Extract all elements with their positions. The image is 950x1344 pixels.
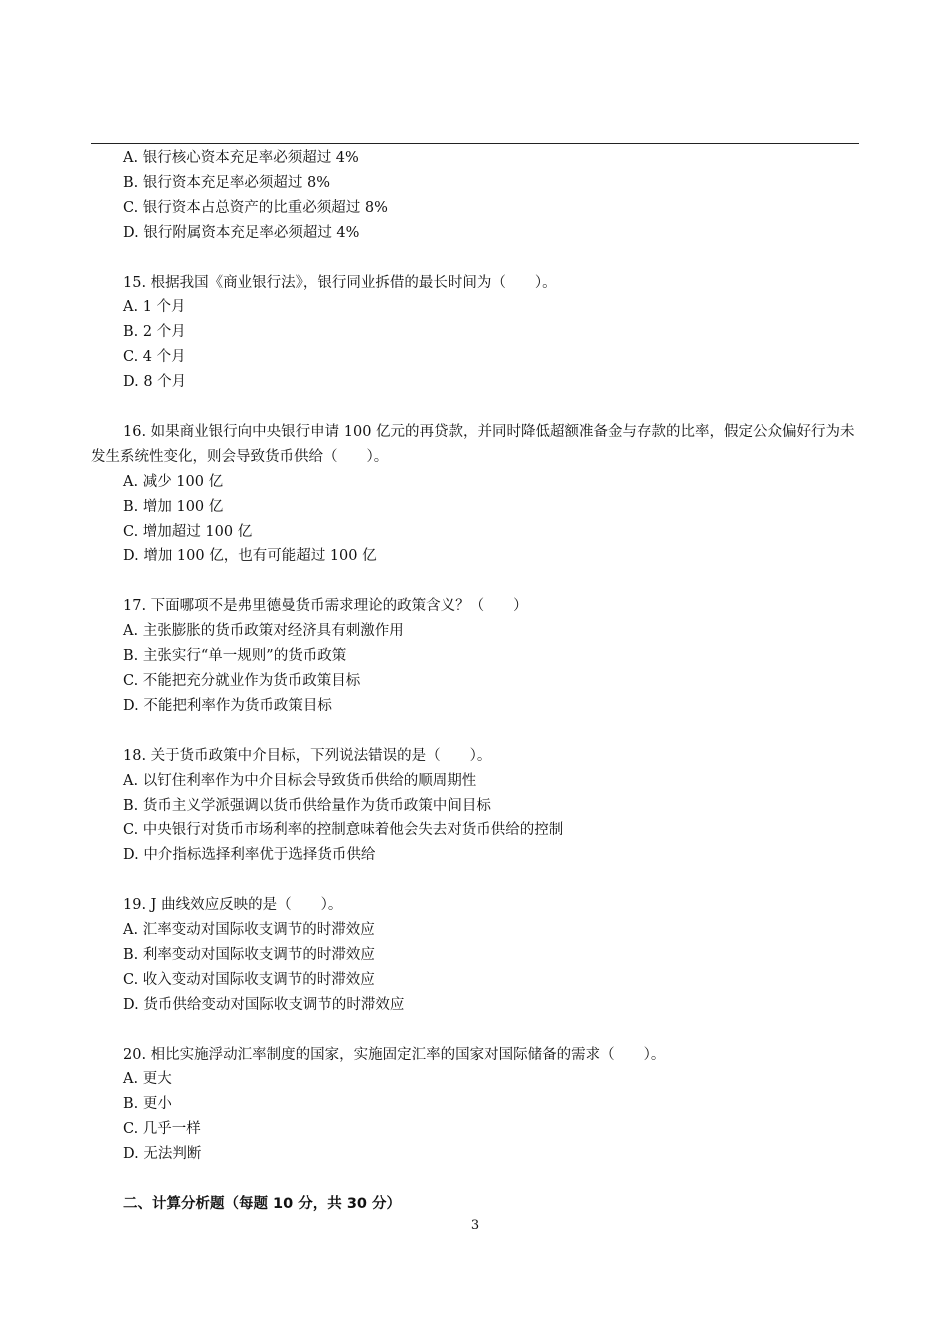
q20-option-a: A. 更大 — [123, 1071, 172, 1088]
q15-option-b: B. 2 个月 — [123, 324, 186, 341]
page-number: 3 — [470, 1218, 480, 1233]
q18-option-a: A. 以钉住利率作为中介目标会导致货币供给的顺周期性 — [123, 772, 477, 789]
q16-stem: 16. 如果商业银行向中央银行申请 100 亿元的再贷款，并同时降低超额准备金与存款的比率，假定公众偏好行为未发生系统性变化，则会导致货币供给（ ）。 — [91, 423, 855, 465]
question-17 — [91, 594, 859, 719]
q17-option-d: D. 不能把利率作为货币政策目标 — [123, 697, 332, 714]
q20-option-b: B. 更小 — [123, 1096, 172, 1113]
q18-option-d: D. 中介指标选择利率优于选择货币供给 — [123, 847, 376, 864]
q19-option-a: A. 汇率变动对国际收支调节的时滞效应 — [123, 922, 375, 939]
q19-option-b: B. 利率变动对国际收支调节的时滞效应 — [123, 946, 375, 963]
q18-stem: 18. 关于货币政策中介目标，下列说法错误的是（ ）。 — [123, 747, 492, 764]
q16-option-b: B. 增加 100 亿 — [123, 498, 224, 515]
q16-option-d: D. 增加 100 亿，也有可能超过 100 亿 — [123, 548, 377, 565]
q15-option-a: A. 1 个月 — [123, 299, 186, 316]
q16-option-a: A. 减少 100 亿 — [123, 473, 224, 490]
q15-option-d: D. 8 个月 — [123, 374, 187, 391]
question-15 — [91, 271, 859, 396]
q15-option-c: C. 4 个月 — [123, 349, 186, 366]
q20-option-c: C. 几乎一样 — [123, 1121, 201, 1138]
section-title: 二、计算分析题（每题 10 分，共 30 分） — [123, 1195, 402, 1212]
question-16 — [91, 420, 859, 569]
q16-option-c: C. 增加超过 100 亿 — [123, 523, 253, 540]
q14-option-a: A. 银行核心资本充足率必须超过 4% — [123, 150, 359, 166]
q17-option-c: C. 不能把充分就业作为货币政策目标 — [123, 672, 361, 689]
question-19 — [91, 893, 859, 1018]
q14-option-c: C. 银行资本占总资产的比重必须超过 8% — [123, 199, 388, 216]
q14-options — [91, 146, 859, 246]
q14-option-b: B. 银行资本充足率必须超过 8% — [123, 174, 330, 191]
q19-stem: 19. J 曲线效应反映的是（ ）。 — [123, 897, 343, 914]
q18-option-c: C. 中央银行对货币市场利率的控制意味着他会失去对货币供给的控制 — [123, 822, 564, 839]
q17-stem: 17. 下面哪项不是弗里德曼货币需求理论的政策含义？（ ） — [123, 598, 528, 615]
q18-option-b: B. 货币主义学派强调以货币供给量作为货币政策中间目标 — [123, 797, 491, 814]
question-18 — [91, 744, 859, 869]
q20-option-d: D. 无法判断 — [123, 1146, 202, 1163]
question-20 — [91, 1043, 859, 1168]
q14-option-d: D. 银行附属资本充足率必须超过 4% — [123, 224, 360, 241]
header-rule — [91, 143, 859, 144]
q17-option-b: B. 主张实行“单一规则”的货币政策 — [123, 648, 347, 665]
page-content — [91, 146, 859, 1217]
q20-stem: 20. 相比实施浮动汇率制度的国家，实施固定汇率的国家对国际储备的需求（ ）。 — [123, 1046, 666, 1063]
q19-option-d: D. 货币供给变动对国际收支调节的时滞效应 — [123, 996, 405, 1013]
q15-stem: 15. 根据我国《商业银行法》，银行同业拆借的最长时间为（ ）。 — [123, 274, 557, 291]
q19-option-c: C. 收入变动对国际收支调节的时滞效应 — [123, 971, 375, 988]
q17-option-a: A. 主张膨胀的货币政策对经济具有刺激作用 — [123, 623, 404, 640]
